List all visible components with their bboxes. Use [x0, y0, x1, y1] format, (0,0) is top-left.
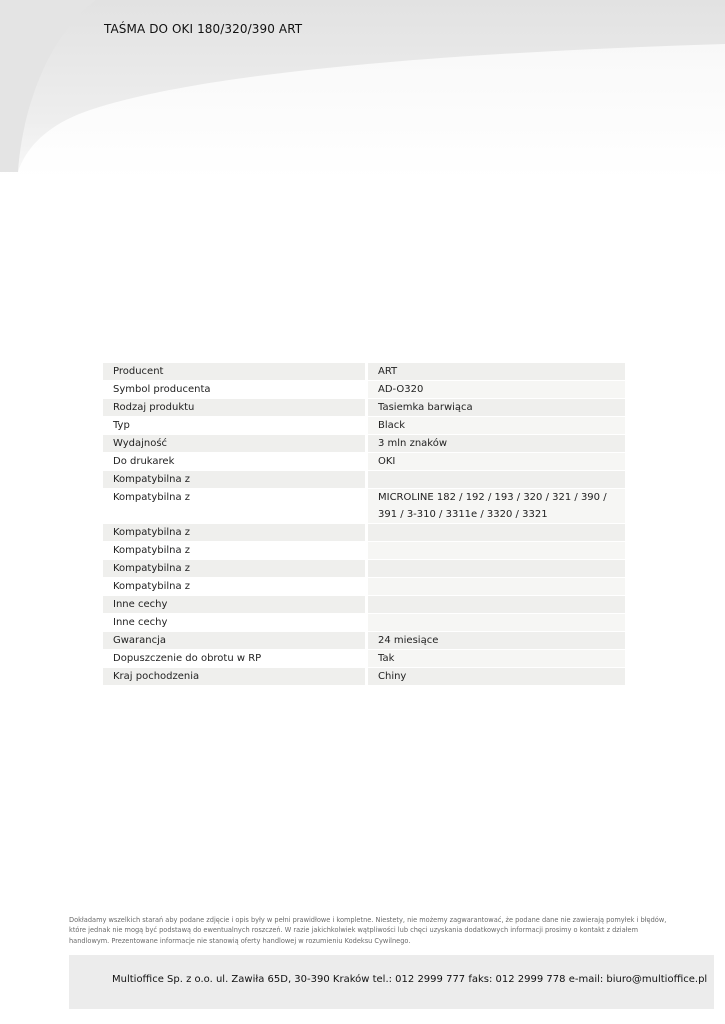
spec-value: ART	[368, 363, 625, 380]
spec-row	[103, 399, 625, 416]
spec-value: Tak	[368, 650, 625, 667]
spec-label: Symbol producenta	[103, 381, 368, 398]
spec-value: Tasiemka barwiąca	[368, 399, 625, 416]
spec-label: Do drukarek	[103, 453, 368, 470]
spec-value: Black	[368, 417, 625, 434]
spec-value: Chiny	[368, 668, 625, 685]
spec-row	[103, 560, 625, 577]
spec-row	[103, 435, 625, 452]
spec-label: Producent	[103, 363, 368, 380]
spec-label: Gwarancja	[103, 632, 368, 649]
spec-value: OKI	[368, 453, 625, 470]
spec-row	[103, 650, 625, 667]
spec-row	[103, 632, 625, 649]
spec-row	[103, 614, 625, 631]
spec-row	[103, 453, 625, 470]
spec-value	[368, 524, 625, 541]
spec-label: Kompatybilna z	[103, 542, 368, 559]
spec-row	[103, 381, 625, 398]
spec-label: Rodzaj produktu	[103, 399, 368, 416]
spec-row	[103, 668, 625, 685]
spec-value	[368, 614, 625, 631]
spec-label: Dopuszczenie do obrotu w RP	[103, 650, 368, 667]
spec-label: Kraj pochodzenia	[103, 668, 368, 685]
spec-row	[103, 489, 625, 523]
spec-row	[103, 417, 625, 434]
spec-label: Kompatybilna z	[103, 578, 368, 595]
spec-row	[103, 524, 625, 541]
spec-label: Inne cechy	[103, 614, 368, 631]
spec-label: Kompatybilna z	[103, 471, 368, 488]
spec-value: 24 miesiące	[368, 632, 625, 649]
spec-value: 3 mln znaków	[368, 435, 625, 452]
spec-value	[368, 560, 625, 577]
spec-row	[103, 363, 625, 380]
spec-label: Typ	[103, 417, 368, 434]
specs-table-body	[103, 363, 625, 685]
specs-table	[103, 362, 625, 686]
spec-row	[103, 578, 625, 595]
disclaimer-text: Dokładamy wszelkich starań aby podane zdjęcie i opis były w pełni prawidłowe i kompletne. Niestety, nie możemy zagwarantować, że podane dane nie zawierają pomyłek i błędów, które jednak nie mogą być podstawą do ewentualnych roszczeń. W razie jakichkolwiek wątpliwości lub chęci uzyskania dodatkowych informacji prosimy o kontakt z działem handlowym. Prezentowane informacje nie stanowią oferty handlowej w rozumieniu Kodeksu Cywilnego.	[69, 916, 667, 945]
spec-label: Inne cechy	[103, 596, 368, 613]
spec-row	[103, 471, 625, 488]
spec-value	[368, 596, 625, 613]
spec-value	[368, 471, 625, 488]
spec-row	[103, 596, 625, 613]
footer-contact: Multioffice Sp. z o.o. ul. Zawiła 65D, 30-390 Kraków tel.: 012 2999 777 faks: 012 2999 778 e-mail: biuro@multioffice.pl	[112, 974, 708, 985]
spec-row	[103, 542, 625, 559]
document-title: TAŚMA DO OKI 180/320/390 ART	[104, 22, 303, 36]
spec-label: Kompatybilna z	[103, 524, 368, 541]
spec-value: MICROLINE 182 / 192 / 193 / 320 / 321 / 390 / 391 / 3-310 / 3311e / 3320 / 3321	[368, 489, 625, 523]
spec-label: Wydajność	[103, 435, 368, 452]
spec-value: AD-O320	[368, 381, 625, 398]
spec-value	[368, 542, 625, 559]
footer-bar	[69, 955, 714, 1009]
spec-label: Kompatybilna z	[103, 489, 368, 523]
spec-value	[368, 578, 625, 595]
spec-label: Kompatybilna z	[103, 560, 368, 577]
